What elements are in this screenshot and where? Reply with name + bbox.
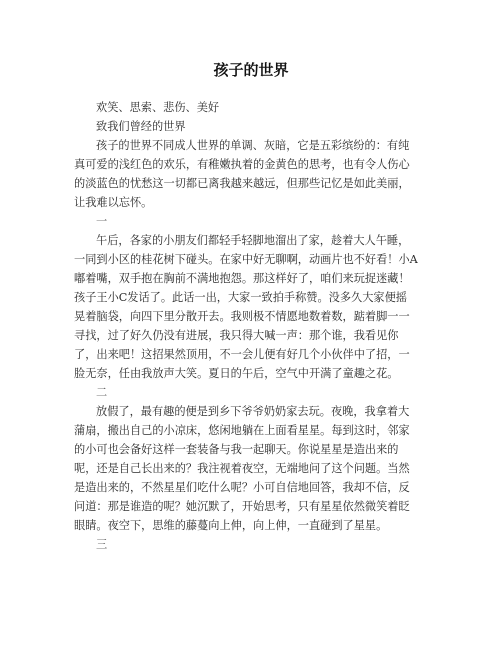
- text-line: 脸无奈，任由我放声大笑。夏日的午后，空气中开满了童趣之花。: [74, 367, 399, 380]
- text-line: 的小可也会备好这样一套装备与我一起聊天。你说星星是造出来的: [74, 443, 399, 456]
- text-line: 孩子的世界不同成人世界的单调、灰暗，它是五彩缤纷的：有纯: [96, 139, 410, 152]
- text-line: 欢笑、思索、悲伤、美好: [96, 101, 220, 114]
- document-title: 孩子的世界: [213, 61, 289, 79]
- text-line: 的淡蓝色的忧愁这一切都已离我越来越远，但那些记忆是如此美丽，: [74, 177, 410, 190]
- text-line: 了，出来吧！这招果然顶用，不一会儿便有好几个小伙伴中了招，一: [74, 348, 410, 361]
- section-number: 二: [96, 386, 108, 399]
- text-line: 一同到小区的桂花树下碰头。在家中好无聊啊，动画片也不好看！小A: [74, 253, 418, 266]
- section-number: 一: [96, 215, 108, 228]
- section-number: 三: [96, 538, 108, 551]
- text-line: 呢，还是自己长出来的？我注视着夜空，无端地问了这个问题。当然: [74, 462, 410, 475]
- text-line: 问道：那是谁造的呢？她沉默了，开始思考，只有星星依然微笑着眨: [74, 500, 410, 513]
- text-line: 眼睛。夜空下，思维的藤蔓向上伸，向上伸，一直碰到了星星。: [74, 519, 388, 532]
- text-line: 放假了，最有趣的便是到乡下爷爷奶奶家去玩。夜晚，我拿着大: [96, 405, 410, 418]
- text-line: 致我们曾经的世界: [96, 120, 186, 133]
- text-line: 寻找，过了好久仍没有进展，我只得大喊一声：那个谁，我看见你: [74, 329, 399, 342]
- text-line: 晃着脑袋，向四下里分散开去。我则极不情愿地数着数，踮着脚一一: [74, 310, 410, 323]
- text-line: 让我难以忘怀。: [74, 196, 153, 209]
- text-line: 嘟着嘴，双手抱在胸前不满地抱怨。那这样好了，咱们来玩捉迷藏！: [74, 272, 410, 285]
- text-line: 孩子王小C发话了。此话一出，大家一致拍手称赞。没多久大家便摇: [74, 291, 407, 304]
- text-line: 蒲扇，搬出自己的小凉床，悠闲地躺在上面看星星。每到这时，邻家: [74, 424, 410, 437]
- text-line: 是造出来的，不然星星们吃什么呢？小可自信地回答，我却不信，反: [74, 481, 410, 494]
- text-line: 真可爱的浅红色的欢乐，有稚嫩执着的金黄色的思考，也有令人伤心: [74, 158, 410, 171]
- text-line: 午后，各家的小朋友们都轻手轻脚地溜出了家，趁着大人午睡，: [96, 234, 410, 247]
- document-body: [74, 98, 436, 554]
